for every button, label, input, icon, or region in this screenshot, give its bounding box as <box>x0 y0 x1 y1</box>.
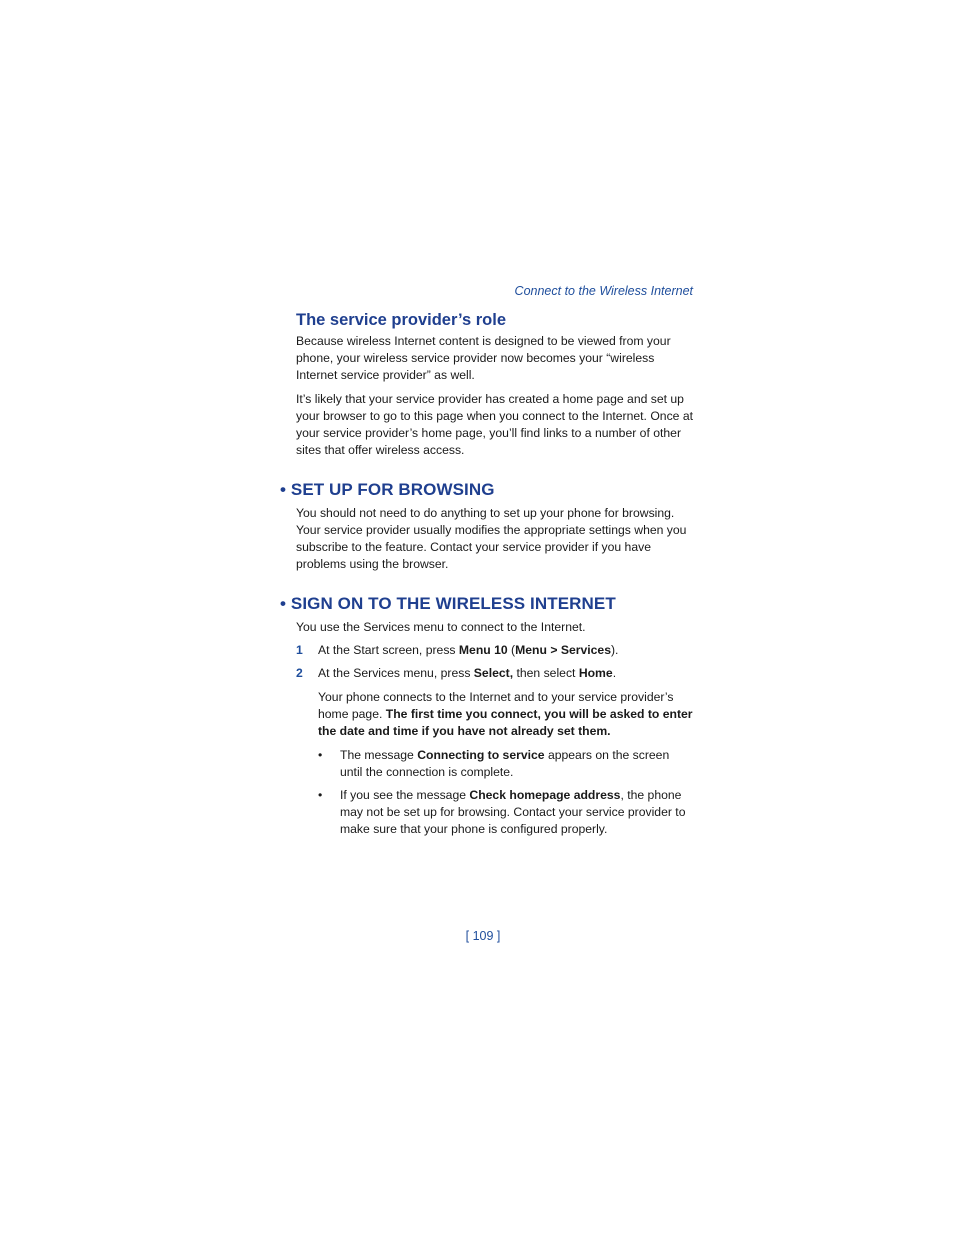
step-key: Menu > Services <box>515 643 611 657</box>
bullet-text-post: , the phone may not be set up for browsing. Contact your service provider to make sure that your phone is configured properly. <box>340 788 686 836</box>
paragraph-service-provider-1: Because wireless Internet content is designed to be viewed from your phone, your wireless service provider now becomes your “wireless Internet service provider” as well. <box>296 334 671 382</box>
paragraph-sign-on-intro: You use the Services menu to connect to the Internet. <box>296 620 586 634</box>
bullet-message: Check homepage address <box>469 788 621 802</box>
step-text: At the Start screen, press <box>318 643 459 657</box>
bullet-text-pre: The message <box>340 748 418 762</box>
step-number: 2 <box>296 666 303 680</box>
step-text: ). <box>610 643 619 657</box>
section-title-set-up-browsing: • SET UP FOR BROWSING <box>280 480 495 499</box>
bullet-dot: • <box>318 788 323 802</box>
step-number: 1 <box>296 643 303 657</box>
paragraph-service-provider-2: It’s likely that your service provider has created a home page and set up your browser to go to this page when you connect to the Internet. Once at your service provider’s home page, you’ll find links to a number of other sites that offer wireless access. <box>296 392 694 457</box>
bullet-text-pre: If you see the message <box>340 788 470 802</box>
step-text: . <box>612 666 617 680</box>
result-note: The first time you connect, you will be asked to enter the date and time if you have not already set them. <box>318 707 693 738</box>
bullet-text <box>340 747 694 781</box>
section-title-service-provider-role: The service provider’s role <box>296 311 507 329</box>
step-text: At the Services menu, press <box>318 666 474 680</box>
section-title-sign-on: • SIGN ON TO THE WIRELESS INTERNET <box>280 594 616 613</box>
bullet-message: Connecting to service <box>417 748 545 762</box>
step-key: Select, <box>473 666 514 680</box>
paragraph-connect-result <box>318 689 694 740</box>
running-head: Connect to the Wireless Internet <box>514 284 693 298</box>
bullet-text <box>340 787 694 838</box>
step-text: ( <box>507 643 516 657</box>
bullet-text-post: appears on the screen until the connection is complete. <box>340 748 670 779</box>
step-key: Menu 10 <box>458 643 508 657</box>
paragraph-set-up-browsing: You should not need to do anything to set up your phone for browsing. Your service provider usually modifies the appropriate settings when you subscribe to the feature. Contact your service provider if you have problems using the browser. <box>296 506 687 571</box>
bullet-dot: • <box>318 748 323 762</box>
step-key: Home <box>578 666 613 680</box>
page-number: [ 109 ] <box>465 929 501 943</box>
step-2 <box>296 665 616 682</box>
step-1 <box>296 642 618 659</box>
result-text: Your phone connects to the Internet and to your service provider’s home page. <box>318 690 674 721</box>
step-text: then select <box>513 666 579 680</box>
